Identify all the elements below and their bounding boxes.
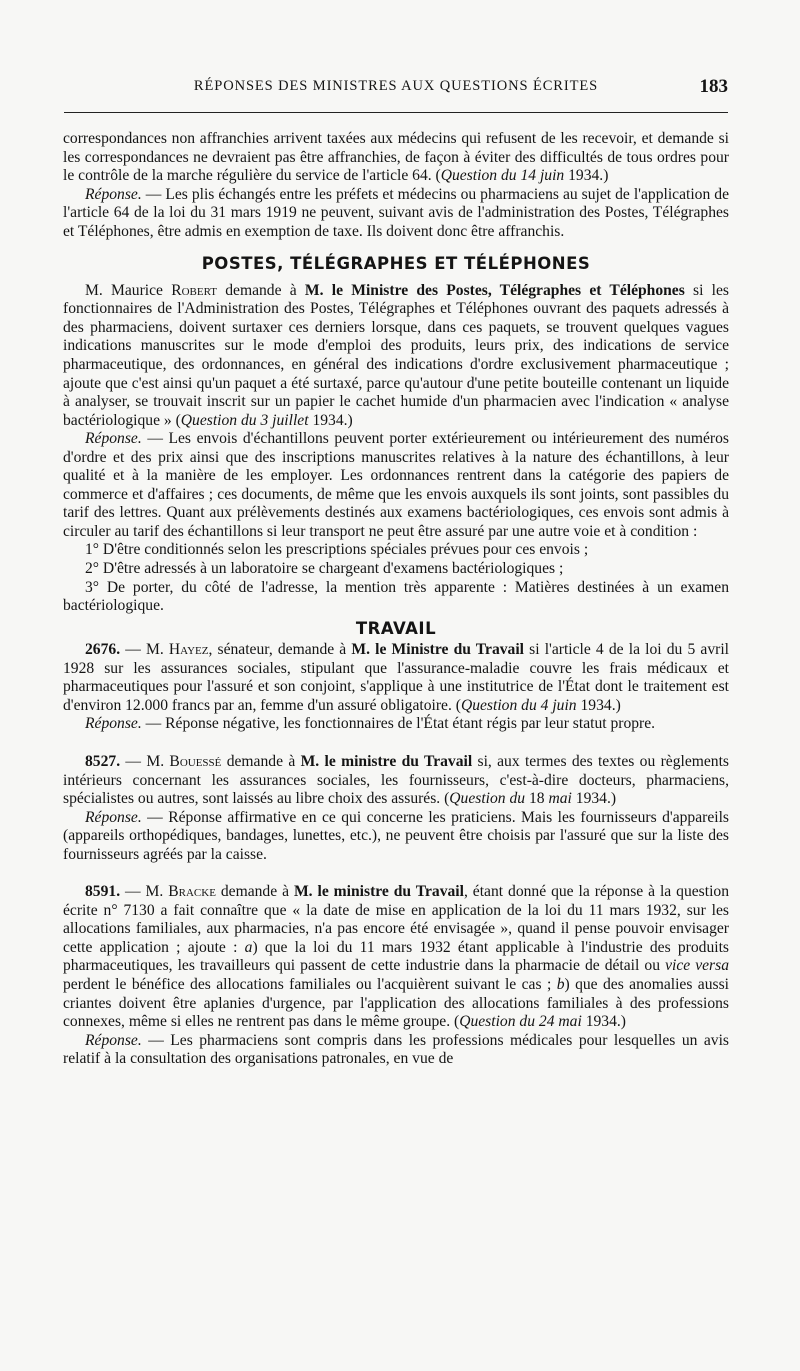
reponse-text: — Réponse affirmative en ce qui concerne les praticiens. Mais les fournisseurs d'appareils (appareils orthopédiques, bandages, lunettes, etc.), ne peuvent être choisis par l'assuré que sur la liste des fournisseurs agréés par la caisse.: [63, 808, 729, 863]
reponse-label: Réponse.: [85, 430, 142, 448]
deputy-name: Bouessé: [169, 752, 222, 770]
minister-name: M. le ministre du Travail: [293, 883, 464, 901]
reponse-paragraph: [63, 186, 729, 242]
item-letter-a: a: [244, 938, 253, 956]
question-verb: , sénateur, demande à: [208, 641, 352, 659]
question-text: si, aux termes des textes ou règlements intérieurs concernant les assurances sociales, les fournisseurs, c'est-à-dire docteurs, pharmaciens, spécialistes ou autres, sont laissés au libre choix des assurés. (: [63, 752, 729, 808]
reponse-paragraph-2676: [63, 715, 729, 734]
reponse-label: Réponse.: [85, 1031, 142, 1049]
minister-name: M. le Ministre des Postes, Télégraphes et Téléphones: [304, 281, 685, 299]
question-prefix: M. Maurice: [85, 281, 172, 299]
question-text: ) que des anomalies aussi criantes doivent être aplanies d'urgence, par l'application des allocations familiales à des professions connexes, même si elles ne rentrent pas dans le même groupe. (: [63, 975, 729, 1031]
question-year: 1934.): [576, 696, 621, 714]
spacer: [63, 734, 729, 753]
minister-name: M. le Ministre du Travail: [351, 641, 524, 659]
page-number: 183: [699, 76, 728, 97]
spacer: [63, 864, 729, 883]
question-paragraph-8591: [63, 883, 729, 1031]
question-text: , étant donné que la réponse à la question écrite n° 7130 a fait connaître que « la date de mise en application de la loi du 11 mars 1932, sur les allocations familiales, aux pharmacies, n'a pas encore été envisagée », quand il pense pouvoir envisager cette application ; ajoute :: [63, 883, 729, 956]
question-date: Question du 4 juin: [460, 696, 577, 714]
question-verb: demande à: [221, 752, 301, 770]
question-year: 1934.): [571, 790, 617, 808]
reponse-label: Réponse.: [85, 715, 142, 733]
reponse-paragraph-8527: [63, 809, 729, 865]
deputy-name: Robert: [171, 281, 217, 299]
continued-question-paragraph: [63, 130, 729, 186]
running-header: [64, 78, 728, 98]
reponse-text: — Les plis échangés entre les préfets et médecins ou pharmaciens au sujet de l'application de l'article 64 de la loi du 31 mars 1919 ne peuvent, suivant avis de l'administration des Postes, Télégraphes et Téléphones, être admis en exemption de taxe. Ils doivent donc être affranchis.: [63, 185, 729, 240]
question-date: Question du: [449, 790, 526, 808]
question-text: ) que la loi du 11 mars 1932 étant applicable à l'industrie des produits pharmaceutiques, les travailleurs qui passent de cette industrie dans la pharmacie de détail ou: [63, 938, 730, 975]
question-paragraph-ptt: [63, 282, 729, 430]
question-date: Question du 24 mai: [459, 1013, 582, 1031]
minister-name: M. le ministre du Travail: [300, 752, 473, 770]
reponse-text: — Réponse négative, les fonctionnaires de l'État étant régis par leur statut propre.: [141, 715, 656, 733]
question-paragraph-2676: [63, 641, 729, 715]
question-number: 8527.: [85, 752, 121, 770]
question-text: si l'article 4 de la loi du 5 avril 1928 sur les assurances sociales, stipulant que l'assurance-maladie couvre les frais médicaux et pharmaceutiques pour l'assuré et son conjoint, s'applique à une institutrice de l'État dont le traitement est d'environ 12.000 francs par an, femme d'un assuré obligatoire. (: [63, 641, 729, 714]
question-verb: demande à: [216, 281, 305, 299]
question-verb: demande à: [215, 883, 294, 901]
question-paragraph-8527: [63, 753, 729, 809]
question-text: perdent le bénéfice des allocations familiales ou l'acquièrent suivant le cas ;: [63, 975, 557, 993]
question-number: 8591.: [85, 883, 121, 901]
latin-phrase: vice versa: [665, 957, 729, 975]
question-day: 18: [525, 790, 549, 808]
deputy-name: Hayez: [168, 641, 209, 659]
page-body: [63, 130, 729, 1069]
reponse-paragraph-8591: [63, 1032, 729, 1069]
question-date: Question du 14 juin: [440, 167, 565, 185]
question-month: mai: [548, 790, 572, 808]
question-prefix: — M.: [120, 752, 170, 770]
reponse-label: Réponse.: [85, 808, 142, 826]
section-title-travail: TRAVAIL: [355, 618, 437, 638]
section-title-ptt: POSTES, TÉLÉGRAPHES ET TÉLÉPHONES: [201, 254, 591, 274]
running-title: RÉPONSES DES MINISTRES AUX QUESTIONS ÉCRITES: [193, 78, 599, 94]
condition-item-2: 2° D'être adressés à un laboratoire se chargeant d'examens bactériologiques ;: [85, 560, 564, 578]
question-prefix: — M.: [120, 641, 169, 659]
reponse-paragraph-ptt: [63, 430, 729, 541]
reponse-text: — Les pharmaciens sont compris dans les professions médicales pour lesquelles un avis relatif à la consultation des organisations patronales, en vue de: [63, 1031, 729, 1068]
condition-item-3: 3° De porter, du côté de l'adresse, la mention très apparente : Matières destinées à un examen bactériologique.: [63, 578, 729, 615]
continued-question-text: correspondances non affranchies arrivent taxées aux médecins qui refusent de les recevoir, et demande si les correspondances ne devraient pas être affranchies, de façon à éviter des difficultés de tous ordres pour le contrôle de la marche régulière du service de l'article 64. (: [63, 130, 729, 185]
question-year: 1934.): [308, 411, 353, 429]
question-text: si les fonctionnaires de l'Administration des Postes, Télégraphes et Téléphones ouvrant des paquets adressés à des pharmaciens, doivent surtaxer ces derniers lorsque, dans ces paquets, se trouvent quelques vagues indications manuscrites sur le mode d'emploi des produits, leurs prix, des indications de service pharmaceutique, des ordonnances, en général des indications d'ordre exclusivement pharmaceutique ; ajoute que c'est ainsi qu'un paquet a été surtaxé, parce qu'autour d'une petite bouteille contenant un liquide à analyser, se trouvait inscrit sur un papier le cachet humide d'un pharmacien avec l'indication « analyse bactériologique » (: [63, 281, 729, 429]
reponse-label: Réponse.: [85, 185, 142, 203]
question-number: 2676.: [85, 641, 121, 659]
condition-item-1: 1° D'être conditionnés selon les prescriptions spéciales prévues pour ces envois ;: [85, 541, 589, 559]
question-date: Question du 3 juillet: [180, 411, 309, 429]
deputy-name: Bracke: [168, 883, 216, 901]
question-year: 1934.): [581, 1013, 626, 1031]
question-prefix: — M.: [120, 883, 169, 901]
item-letter-b: b: [556, 975, 565, 993]
header-rule: [64, 112, 728, 113]
reponse-text: — Les envois d'échantillons peuvent porter extérieurement ou intérieurement des numéros d'ordre et des prix ainsi que des inscriptions manuscrites relatives à la nature des échantillons, à leur qualité et à la manière de les employer. Les ordonnances rentrent dans la catégorie des papiers de commerce et d'affaires ; ces documents, de même que les envois auxquels ils sont joints, sont passibles du tarif des lettres. Quant aux prélèvements destinés aux examens bactériologiques, ces envois sont admis à circuler au tarif des échantillons si leur transport ne peut être assuré par une autre voie et à condition :: [63, 430, 729, 540]
question-year: 1934.): [564, 167, 609, 185]
